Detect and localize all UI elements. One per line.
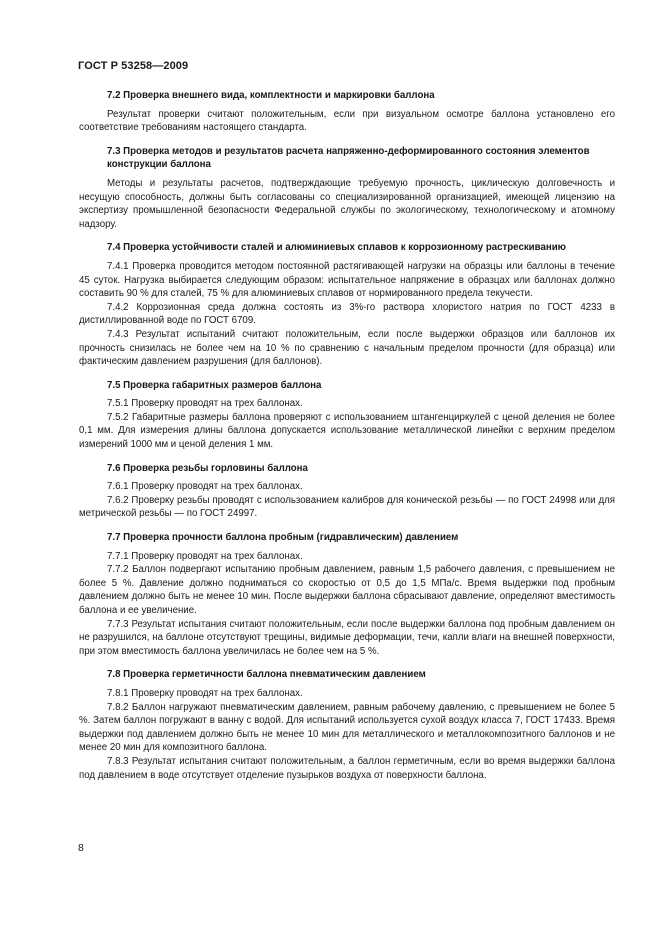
paragraph: Результат проверки считают положительным, если при визуальном осмотре баллона установлено его соответствие требованиям настоящего стандарта. (79, 108, 615, 134)
page-number: 8 (78, 842, 84, 854)
paragraph: Методы и результаты расчетов, подтверждающие требуемую прочность, циклическую долговечность и несущую способность, должны быть согласованы со специализированной организацией, имеющей лицензию на экспертизу промышленной безопасности Федеральной службы по экологическому, технологическому и атомному надзору. (79, 177, 615, 230)
section (79, 145, 615, 232)
paragraph: 7.5.2 Габаритные размеры баллона проверяют с использованием штангенциркулей с ценой деления не более 0,1 мм. Для измерения длины баллона допускается использование металлической линейки с верхним пределом измерений 1000 мм и ценой деления 1 мм. (79, 411, 615, 451)
paragraph: 7.5.1 Проверку проводят на трех баллонах. (107, 398, 303, 410)
section-heading: 7.4 Проверка устойчивости сталей и алюминиевых сплавов к коррозионному растрескиванию (107, 242, 566, 254)
section-heading: 7.5 Проверка габаритных размеров баллона (107, 379, 322, 391)
section (79, 89, 615, 135)
section-heading: 7.6 Проверка резьбы горловины баллона (107, 462, 308, 474)
section-heading: 7.7 Проверка прочности баллона пробным (гидравлическим) давлением (107, 532, 459, 544)
paragraph: 7.6.1 Проверку проводят на трех баллонах. (107, 481, 303, 493)
paragraph: 7.7.2 Баллон подвергают испытанию пробным давлением, равным 1,5 рабочего давления, с превышением не более 5 %. Давление должно подниматься со скоростью от 0,5 до 1,5 МПа/с. Время выдержки под пробным давлением должно быть не менее 10 мин. После выдержки баллона сбрасывают давление, определяют вместимость баллона и ее увеличение. (79, 564, 615, 616)
document-body (79, 89, 615, 782)
paragraph: 7.4.1 Проверка проводится методом постоянной растягивающей нагрузки на образцы или баллоны в течение 45 суток. Нагрузка выбирается следующим образом: испытательное напряжение в образцах или баллонах должно составить 90 % для сталей, 75 % для алюминиевых сплавов от нормированного предела текучести. (79, 260, 615, 300)
paragraph: 7.7.1 Проверку проводят на трех баллонах. (107, 550, 303, 562)
section-heading: 7.8 Проверка герметичности баллона пневматическим давлением (107, 669, 426, 681)
document-number: ГОСТ Р 53258—2009 (78, 60, 189, 72)
paragraph: 7.7.3 Результат испытания считают положительным, если после выдержки баллона под пробным давлением он не разрушился, на баллоне отсутствуют трещины, видимые деформации, течи, капли влаги на внешней поверхности, при этом вместимость баллона увеличилась не более чем на 5 %. (79, 618, 615, 657)
section (79, 241, 615, 368)
section (79, 379, 615, 452)
section (79, 531, 615, 658)
paragraph: 7.8.2 Баллон нагружают пневматическим давлением, равным рабочему давлению, с превышением не более 5 %. Затем баллон погружают в ванну с водой. Для испытаний используется сухой воздух класса 7, ГОСТ 17433. Время выдержки под давлением должно быть не менее 10 мин для металлического и металлокомпозитного баллонов и не менее 20 мин для композитного баллона. (79, 701, 615, 754)
section (79, 462, 615, 521)
paragraph: 7.8.1 Проверку проводят на трех баллонах. (107, 687, 303, 699)
paragraph: 7.4.3 Результат испытаний считают положительным, если после выдержки образцов или баллонов их прочность снизилась не более чем на 10 % по сравнению с начальным пределом прочности (для образца) или фактическим давлением разрушения (для баллонов). (79, 328, 615, 368)
section-heading: 7.3 Проверка методов и результатов расчета напряженно-деформированного состояния элементов конструкции баллона (107, 145, 590, 171)
section-heading: 7.2 Проверка внешнего вида, комплектности и маркировки баллона (107, 90, 435, 101)
paragraph: 7.4.2 Коррозионная среда должна состоять из 3%-го раствора хлористого натрия по ГОСТ 4233 в дистиллированной воде по ГОСТ 6709. (79, 301, 615, 327)
paragraph: 7.8.3 Результат испытания считают положительным, а баллон герметичным, если во время выдержки баллона под давлением в воде отсутствует отделение пузырьков воздуха от поверхности баллона. (79, 755, 615, 781)
paragraph: 7.6.2 Проверку резьбы проводят с использованием калибров для конической резьбы — по ГОСТ 24998 или для метрической резьбы — по ГОСТ 24997. (79, 494, 615, 520)
section (79, 668, 615, 782)
